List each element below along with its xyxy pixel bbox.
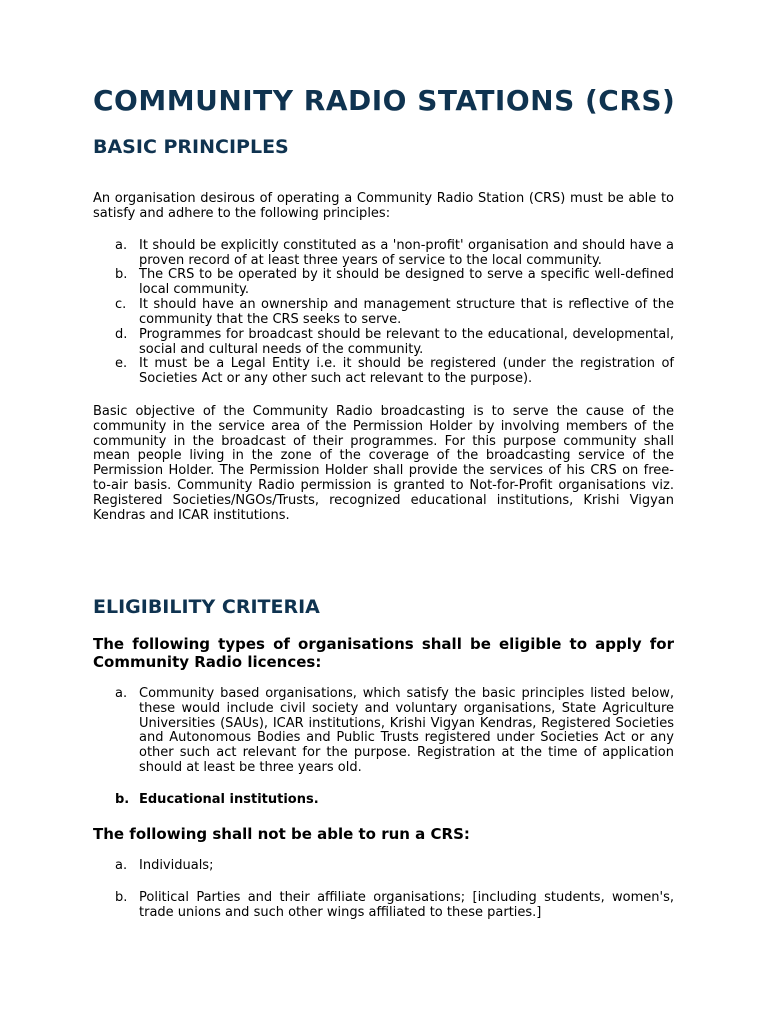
list-marker: b.: [115, 792, 130, 807]
principle-item-b: [115, 268, 674, 298]
list-marker: c.: [115, 297, 127, 312]
principle-item-a: [115, 239, 674, 269]
list-marker: d.: [115, 327, 128, 342]
basic-principles-heading: BASIC PRINCIPLES: [93, 136, 289, 158]
list-item-text: Community based organisations, which satisfy the basic principles listed below, these would include civil society and voluntary organisations, State Agriculture Universities (SAUs), ICAR institutions, Krishi Vigyan Kendras, Registered Societies and Autonomous Bodies and Public Trusts registered under Societies Act or any other such act relevant for the purpose. Registration at the time of application should at least be three years old.: [139, 686, 674, 775]
list-item-text: Programmes for broadcast should be relevant to the educational, developmental, social and cultural needs of the community.: [139, 327, 674, 357]
list-item-text: Individuals;: [139, 858, 214, 873]
list-marker: b.: [115, 890, 128, 905]
list-item-text: The CRS to be operated by it should be designed to serve a specific well-defined local community.: [139, 267, 674, 297]
list-marker: e.: [115, 356, 128, 371]
list-marker: a.: [115, 858, 128, 873]
not-eligible-item-a: [115, 859, 674, 874]
principles-intro: An organisation desirous of operating a Community Radio Station (CRS) must be able to satisfy and adhere to the following principles:: [93, 191, 674, 221]
list-item-text: It should have an ownership and management structure that is reflective of the community that the CRS seeks to serve.: [139, 297, 674, 327]
list-marker: a.: [115, 686, 128, 701]
not-eligible-subheading: The following shall not be able to run a CRS:: [93, 825, 470, 843]
page-title: COMMUNITY RADIO STATIONS (CRS): [93, 84, 676, 117]
principle-item-d: [115, 328, 674, 358]
principle-item-e: [115, 357, 674, 387]
list-marker: a.: [115, 238, 128, 253]
principle-item-c: [115, 298, 674, 328]
list-item-text: Political Parties and their affiliate organisations; [including students, women's, trade unions and such other wings affiliated to these parties.]: [139, 890, 674, 920]
eligibility-heading: ELIGIBILITY CRITERIA: [93, 596, 320, 618]
list-item-text: It must be a Legal Entity i.e. it should be registered (under the registration of Societies Act or any other such act relevant to the purpose).: [139, 356, 674, 386]
not-eligible-item-b: [115, 891, 674, 921]
eligible-item-a: [115, 687, 674, 776]
eligible-item-b: [115, 793, 674, 808]
list-item-text: It should be explicitly constituted as a 'non-profit' organisation and should have a proven record of at least three years of service to the local community.: [139, 238, 674, 268]
eligible-subheading: The following types of organisations shall be eligible to apply for Community Radio licences:: [93, 635, 674, 671]
list-item-text: Educational institutions.: [139, 792, 319, 807]
objective-paragraph: Basic objective of the Community Radio broadcasting is to serve the cause of the community in the service area of the Permission Holder by involving members of the community in the broadcast of their programmes. For this purpose community shall mean people living in the zone of the coverage of the broadcasting service of the Permission Holder. The Permission Holder shall provide the services of his CRS on free-to-air basis. Community Radio permission is granted to Not-for-Profit organisations viz. Registered Societies/NGOs/Trusts, recognized educational institutions, Krishi Vigyan Kendras and ICAR institutions.: [93, 404, 674, 523]
list-marker: b.: [115, 267, 128, 282]
